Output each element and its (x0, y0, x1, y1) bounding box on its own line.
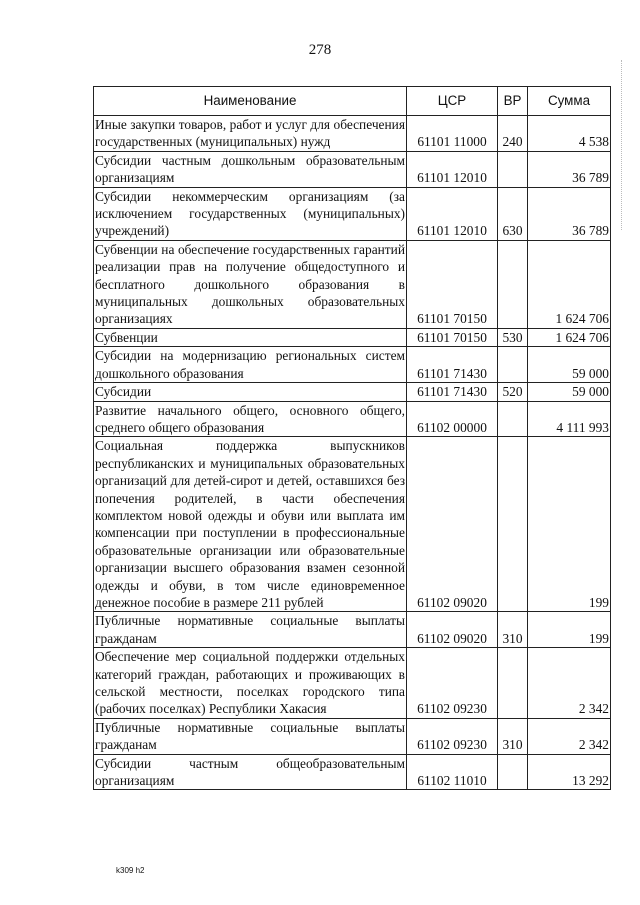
footer-code: k309 h2 (116, 866, 145, 875)
cell-csr: 61101 12010 (407, 187, 498, 240)
cell-csr: 61102 09020 (407, 612, 498, 648)
cell-csr: 61101 71430 (407, 347, 498, 383)
cell-name: Социальная поддержка выпускников республиканских и муниципальных образовательных организаций для детей-сирот и детей, оставшихся без попечения родителей, в части обеспечения комплектом новой одежды и обуви или выплата им компенсации при поступлении в профессиональные образовательные организации или образовательные организации высшего образования взамен сезонной одежды и обуви, в том числе единовременное денежное пособие в размере 211 рублей (95, 438, 405, 610)
cell-csr: 61101 12010 (407, 151, 498, 187)
cell-sum: 13 292 (528, 754, 611, 790)
table-row (94, 328, 611, 346)
cell-vr (498, 151, 528, 187)
table-row (94, 718, 611, 754)
cell-csr: 61101 70150 (407, 328, 498, 346)
table-row (94, 612, 611, 648)
cell-sum: 2 342 (528, 718, 611, 754)
table-row (94, 401, 611, 437)
cell-name: Публичные нормативные социальные выплаты гражданам (95, 613, 405, 646)
cell-sum: 59 000 (528, 347, 611, 383)
table-row (94, 240, 611, 328)
cell-name: Субсидии частным дошкольным образовательным организациям (95, 152, 405, 186)
cell-sum: 36 789 (528, 187, 611, 240)
cell-vr: 240 (498, 116, 528, 152)
cell-vr: 530 (498, 328, 528, 346)
header-sum: Сумма (528, 87, 611, 116)
cell-vr (498, 648, 528, 719)
cell-csr: 61102 11010 (407, 754, 498, 790)
cell-sum: 1 624 706 (528, 240, 611, 328)
cell-csr: 61102 09230 (407, 648, 498, 719)
cell-sum: 199 (528, 437, 611, 612)
cell-name: Субвенции (94, 328, 407, 346)
table-row (94, 383, 611, 401)
table-row (94, 437, 611, 612)
cell-vr: 520 (498, 383, 528, 401)
table-row (94, 151, 611, 187)
table-row (94, 347, 611, 383)
table-row (94, 187, 611, 240)
cell-vr (498, 401, 528, 437)
cell-sum: 2 342 (528, 648, 611, 719)
cell-sum: 36 789 (528, 151, 611, 187)
cell-vr (498, 347, 528, 383)
table-row (94, 648, 611, 719)
cell-csr: 61101 11000 (407, 116, 498, 152)
cell-name: Субсидии (94, 383, 407, 401)
cell-name: Обеспечение мер социальной поддержки отдельных категорий граждан, работающих и проживающих в сельской местности, поселках городского типа (рабочих поселках) Республики Хакасия (95, 649, 405, 717)
cell-csr: 61101 71430 (407, 383, 498, 401)
cell-name: Субвенции на обеспечение государственных гарантий реализации прав на получение общедоступного и бесплатного дошкольного образования в муниципальных дошкольных образовательных организациях (95, 241, 405, 327)
table-body (94, 116, 611, 790)
cell-name: Публичные нормативные социальные выплаты гражданам (95, 719, 405, 753)
cell-csr: 61101 70150 (407, 240, 498, 328)
cell-csr: 61102 09020 (407, 437, 498, 612)
budget-table (93, 86, 611, 790)
cell-vr (498, 240, 528, 328)
cell-name: Развитие начального общего, основного общего, среднего общего образования (95, 402, 405, 435)
cell-sum: 199 (528, 612, 611, 648)
cell-csr: 61102 09230 (407, 718, 498, 754)
cell-vr (498, 754, 528, 790)
header-name: Наименование (94, 87, 407, 116)
cell-csr: 61102 00000 (407, 401, 498, 437)
table-row (94, 116, 611, 152)
page-number: 278 (308, 42, 332, 58)
cell-name: Субсидии некоммерческим организациям (за исключением государственных (муниципальных) учреждений) (95, 188, 405, 239)
cell-vr: 310 (498, 612, 528, 648)
table-header-row (94, 87, 611, 116)
cell-name: Иные закупки товаров, работ и услуг для обеспечения государственных (муниципальных) нужд (95, 117, 405, 150)
cell-sum: 1 624 706 (528, 328, 611, 346)
cell-name: Субсидии на модернизацию региональных систем дошкольного образования (95, 348, 405, 381)
header-vr: ВР (498, 87, 528, 116)
cell-sum: 4 538 (528, 116, 611, 152)
cell-sum: 4 111 993 (528, 401, 611, 437)
table-row (94, 754, 611, 790)
header-csr: ЦСР (407, 87, 498, 116)
margin-dots (621, 60, 623, 230)
cell-vr: 310 (498, 718, 528, 754)
cell-vr: 630 (498, 187, 528, 240)
cell-name: Субсидии частным общеобразовательным организациям (95, 755, 405, 789)
cell-vr (498, 437, 528, 612)
cell-sum: 59 000 (528, 383, 611, 401)
